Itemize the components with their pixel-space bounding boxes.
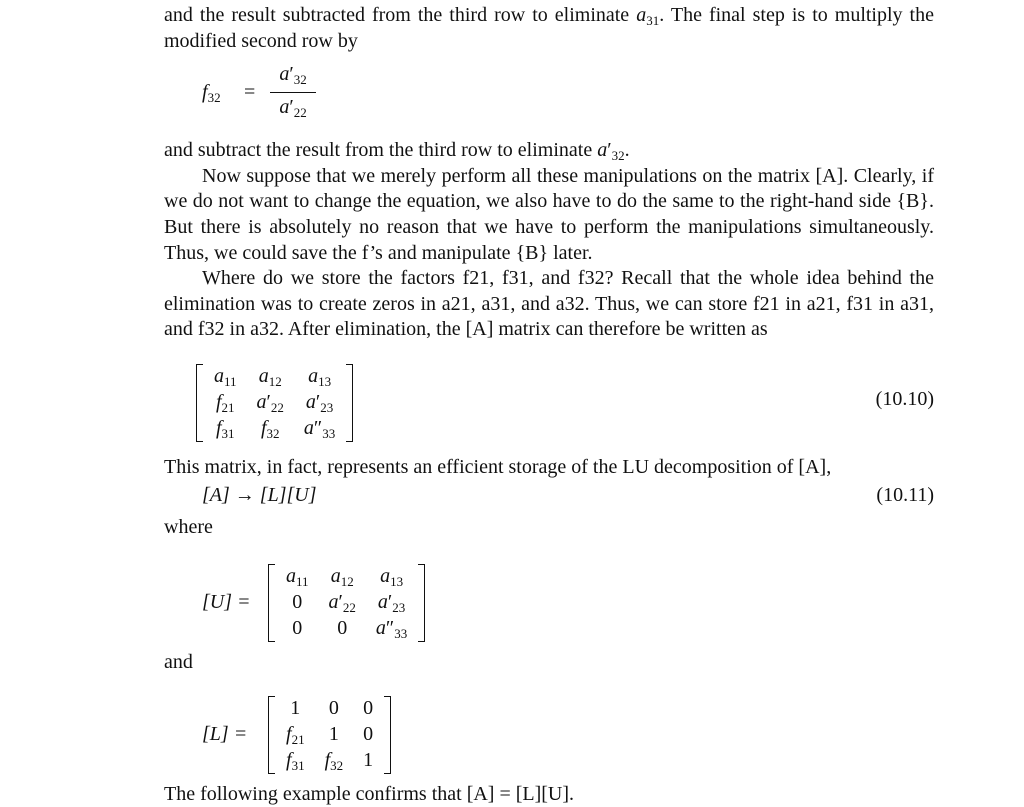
lu-expression: [A] → [L][U] bbox=[202, 483, 317, 506]
matrix-a-table bbox=[204, 364, 345, 442]
matrix-u bbox=[268, 564, 425, 642]
matrix-entry bbox=[204, 416, 247, 442]
paragraph-5: This matrix, in fact, represents an efficient storage of the LU decomposition of [A], bbox=[164, 455, 832, 478]
entry-subscript: 13 bbox=[318, 374, 332, 390]
entry-subscript: 31 bbox=[291, 757, 305, 773]
entry-symbol: a bbox=[214, 365, 224, 388]
p2-subscript: 32 bbox=[611, 148, 625, 164]
p2-text-a: and subtract the result from the third row to eliminate bbox=[164, 139, 598, 162]
num-prime: ′ bbox=[289, 63, 294, 86]
matrix-entry: 0 bbox=[363, 696, 374, 719]
matrix-row bbox=[276, 564, 417, 590]
matrix-entry: 0 bbox=[292, 617, 303, 640]
entry-symbol: a bbox=[375, 617, 386, 640]
p1-text-b: . The final step is to multiply the modified second row by bbox=[164, 4, 934, 52]
den-subscript: 22 bbox=[293, 105, 307, 121]
entry-prime: ′ bbox=[315, 391, 321, 414]
where-text: where bbox=[164, 515, 213, 538]
matrix-entry: 0 bbox=[337, 617, 348, 640]
fraction-bar bbox=[270, 92, 316, 93]
matrix-row bbox=[204, 364, 345, 390]
entry-symbol: a bbox=[286, 565, 296, 588]
left-bracket bbox=[268, 564, 275, 642]
lhs-subscript: 32 bbox=[207, 90, 221, 106]
matrix-entry bbox=[294, 364, 345, 390]
paragraph-3: Now suppose that we merely perform all these manipulations on the matrix [A]. Clearly, if we do not want to change the equation, we also have to do the same to the right-hand side {B}. But there is absolutely no reason that we have to perform the manipulations simultaneously. Thus, we could save the f’s and manipulate {B} later. bbox=[164, 164, 934, 264]
entry-subscript: 12 bbox=[268, 374, 282, 390]
entry-symbol: a bbox=[328, 591, 339, 614]
matrix-entry bbox=[276, 748, 315, 774]
entry-subscript: 33 bbox=[322, 426, 336, 442]
entry-symbol: f bbox=[215, 391, 222, 414]
equation-10-10 bbox=[164, 361, 934, 443]
matrix-entry bbox=[319, 590, 366, 616]
matrix-row bbox=[204, 390, 345, 416]
entry-subscript: 31 bbox=[221, 426, 235, 442]
matrix-entry bbox=[366, 564, 417, 590]
num-subscript: 32 bbox=[293, 72, 307, 88]
matrix-u-table bbox=[276, 564, 417, 642]
entry-prime: ′ bbox=[338, 591, 343, 614]
l-matrix-equation bbox=[164, 692, 934, 780]
matrix-row bbox=[276, 590, 417, 616]
matrix-entry: 0 bbox=[328, 696, 339, 719]
equation-number: (10.11) bbox=[876, 483, 934, 506]
matrix-l-body bbox=[276, 696, 383, 774]
factor-equation bbox=[164, 58, 934, 132]
entry-symbol: a bbox=[380, 565, 391, 588]
matrix-entry bbox=[319, 564, 366, 590]
matrix-row bbox=[204, 416, 345, 442]
entry-subscript: 21 bbox=[291, 731, 305, 747]
right-bracket bbox=[418, 564, 425, 642]
closing-sentence: The following example confirms that [A] = [L][U]. bbox=[164, 782, 575, 805]
matrix-a-storage bbox=[196, 364, 353, 442]
matrix-entry bbox=[276, 564, 319, 590]
matrix-entry bbox=[247, 364, 294, 390]
entry-subscript: 32 bbox=[266, 426, 280, 442]
entry-subscript: 11 bbox=[296, 574, 309, 590]
matrix-entry: 1 bbox=[328, 722, 339, 745]
matrix-entry bbox=[204, 364, 247, 390]
page-content bbox=[164, 3, 934, 807]
entry-symbol: a bbox=[377, 591, 388, 614]
den-symbol: a bbox=[279, 96, 290, 119]
matrix-entry: 0 bbox=[292, 591, 303, 614]
p2-symbol: a bbox=[597, 139, 608, 162]
den-prime: ′ bbox=[289, 96, 294, 119]
matrix-entry bbox=[204, 390, 247, 416]
entry-symbol: f bbox=[286, 722, 292, 745]
entry-subscript: 23 bbox=[320, 400, 334, 416]
entry-prime: ″ bbox=[313, 417, 323, 440]
l-label: [L] = bbox=[202, 722, 248, 745]
p1-subscript: 31 bbox=[646, 13, 660, 28]
matrix-l bbox=[268, 696, 391, 774]
matrix-entry: 1 bbox=[363, 748, 374, 771]
equation-number: (10.10) bbox=[875, 387, 934, 410]
left-bracket bbox=[196, 364, 203, 442]
entry-prime: ′ bbox=[266, 391, 271, 414]
fraction-denominator bbox=[270, 95, 316, 123]
right-bracket bbox=[384, 696, 391, 774]
entry-subscript: 22 bbox=[270, 400, 284, 416]
matrix-entry bbox=[247, 390, 294, 416]
entry-subscript: 13 bbox=[390, 574, 404, 590]
left-bracket bbox=[268, 696, 275, 774]
entry-prime: ″ bbox=[385, 617, 395, 640]
matrix-entry bbox=[294, 390, 345, 416]
entry-symbol: f bbox=[324, 748, 331, 771]
factor-lhs bbox=[202, 80, 221, 106]
matrix-row bbox=[276, 722, 383, 748]
paragraph-1 bbox=[164, 3, 934, 54]
fraction-numerator bbox=[270, 58, 316, 90]
lhs-symbol: f bbox=[202, 81, 208, 104]
entry-subscript: 23 bbox=[392, 600, 406, 616]
u-label: [U] = bbox=[202, 591, 251, 614]
entry-subscript: 33 bbox=[394, 626, 408, 642]
entry-symbol: a bbox=[258, 365, 269, 388]
right-bracket bbox=[346, 364, 353, 442]
p2-text-b: . bbox=[624, 139, 630, 162]
equation-10-11 bbox=[164, 481, 934, 515]
entry-symbol: a bbox=[330, 565, 341, 588]
entry-symbol: f bbox=[215, 417, 222, 440]
matrix-entry bbox=[276, 722, 315, 748]
matrix-l-table bbox=[276, 696, 383, 774]
entry-symbol: a bbox=[303, 417, 314, 440]
matrix-entry: 0 bbox=[363, 722, 374, 745]
fraction bbox=[270, 58, 316, 123]
matrix-row bbox=[276, 748, 383, 774]
equals-sign: = bbox=[244, 81, 256, 104]
p1-text-a: and the result subtracted from the third row to eliminate bbox=[164, 4, 637, 26]
entry-subscript: 22 bbox=[342, 600, 356, 616]
entry-subscript: 11 bbox=[224, 374, 237, 390]
matrix-entry bbox=[366, 590, 417, 616]
entry-prime: ′ bbox=[387, 591, 393, 614]
matrix-entry bbox=[247, 416, 294, 442]
matrix-u-body bbox=[276, 564, 417, 642]
entry-subscript: 12 bbox=[340, 574, 354, 590]
entry-symbol: f bbox=[260, 417, 267, 440]
entry-symbol: a bbox=[305, 391, 316, 414]
u-matrix-equation bbox=[164, 560, 934, 648]
matrix-row bbox=[276, 696, 383, 722]
and-text: and bbox=[164, 651, 193, 674]
p2-prime: ′ bbox=[607, 139, 612, 162]
matrix-entry: 1 bbox=[290, 696, 301, 719]
entry-subscript: 32 bbox=[330, 757, 344, 773]
entry-symbol: a bbox=[308, 365, 319, 388]
p1-symbol: a bbox=[636, 4, 647, 26]
matrix-entry bbox=[315, 748, 354, 774]
matrix-entry bbox=[366, 616, 417, 642]
num-symbol: a bbox=[279, 63, 290, 86]
entry-subscript: 21 bbox=[221, 400, 235, 416]
matrix-a-body bbox=[204, 364, 345, 442]
paragraph-4: Where do we store the factors f21, f31, and f32? Recall that the whole idea behind the elimination was to create zeros in a21, a31, and a32. Thus, we can store f21 in a21, f31 in a31, and f32 in a32. After elimination, the [A] matrix can therefore be written as bbox=[164, 267, 934, 341]
matrix-row bbox=[276, 616, 417, 642]
entry-symbol: a bbox=[256, 391, 267, 414]
entry-symbol: f bbox=[286, 748, 292, 771]
matrix-entry bbox=[294, 416, 345, 442]
paragraph-2 bbox=[164, 138, 934, 164]
